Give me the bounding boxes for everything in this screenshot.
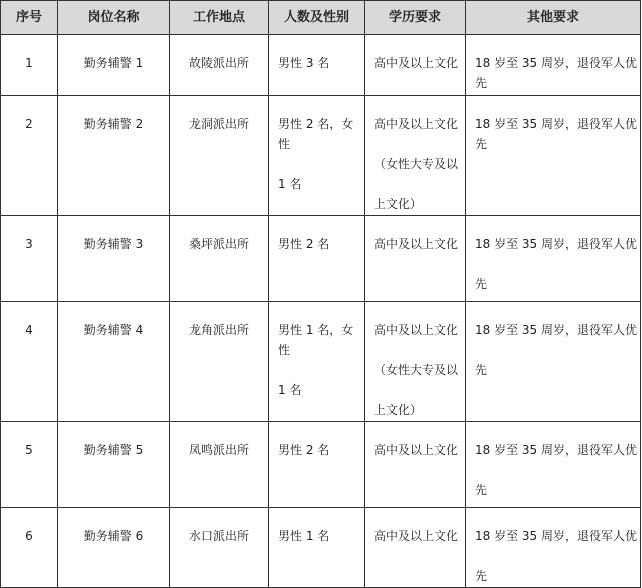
cell-other-line: 18 岁至 35 周岁，退役军人优 bbox=[475, 237, 637, 251]
cell-no: 3 bbox=[1, 216, 58, 302]
cell-no: 2 bbox=[1, 96, 58, 216]
cell-education-line: （女性大专及以 bbox=[374, 157, 459, 171]
cell-no: 5 bbox=[1, 422, 58, 508]
cell-other-line: 先 bbox=[475, 483, 488, 497]
header-row bbox=[1, 1, 641, 35]
cell-other-line: 先 bbox=[475, 363, 488, 377]
cell-people bbox=[269, 422, 365, 508]
cell-no: 4 bbox=[1, 302, 58, 422]
table-row bbox=[1, 422, 641, 508]
header-other: 其他要求 bbox=[466, 1, 641, 35]
table-row bbox=[1, 35, 641, 96]
cell-location: 龙角派出所 bbox=[170, 302, 269, 422]
cell-people bbox=[269, 302, 365, 422]
cell-education bbox=[365, 216, 466, 302]
cell-people-line: 1 名 bbox=[278, 383, 302, 397]
cell-people bbox=[269, 508, 365, 588]
cell-location: 故陵派出所 bbox=[170, 35, 269, 96]
cell-other-line: 18 岁至 35 周岁，退役军人优先 bbox=[475, 117, 637, 151]
header-education: 学历要求 bbox=[365, 1, 466, 35]
header-location: 工作地点 bbox=[170, 1, 269, 35]
cell-location: 水口派出所 bbox=[170, 508, 269, 588]
cell-education bbox=[365, 96, 466, 216]
cell-education-line: 高中及以上文化 bbox=[374, 237, 459, 251]
table-row bbox=[1, 302, 641, 422]
cell-post: 勤务辅警 1 bbox=[58, 35, 170, 96]
cell-education-line: 高中及以上文化 bbox=[374, 443, 459, 457]
cell-education bbox=[365, 422, 466, 508]
cell-people-line: 男性 2 名 bbox=[278, 443, 330, 457]
cell-people-line: 男性 1 名，女性 bbox=[278, 323, 354, 357]
cell-education-line: 高中及以上文化 bbox=[374, 117, 459, 131]
cell-other bbox=[466, 302, 641, 422]
cell-education bbox=[365, 508, 466, 588]
cell-post: 勤务辅警 6 bbox=[58, 508, 170, 588]
header-no: 序号 bbox=[1, 1, 58, 35]
cell-other bbox=[466, 96, 641, 216]
cell-people-line: 男性 3 名 bbox=[278, 56, 330, 70]
cell-education-line: 高中及以上文化 bbox=[374, 323, 459, 337]
cell-people-line: 1 名 bbox=[278, 177, 302, 191]
cell-education-line: 上文化） bbox=[374, 197, 423, 211]
table-row bbox=[1, 96, 641, 216]
cell-location: 龙洞派出所 bbox=[170, 96, 269, 216]
cell-other-line: 先 bbox=[475, 569, 488, 583]
cell-education-line: （女性大专及以 bbox=[374, 363, 459, 377]
cell-other-line: 先 bbox=[475, 277, 488, 291]
cell-post: 勤务辅警 2 bbox=[58, 96, 170, 216]
cell-other bbox=[466, 508, 641, 588]
cell-people-line: 男性 1 名 bbox=[278, 529, 330, 543]
cell-people-line: 男性 2 名，女性 bbox=[278, 117, 354, 151]
cell-people bbox=[269, 96, 365, 216]
table-body bbox=[1, 35, 641, 588]
cell-education-line: 上文化） bbox=[374, 403, 423, 417]
cell-other bbox=[466, 35, 641, 96]
cell-post: 勤务辅警 3 bbox=[58, 216, 170, 302]
cell-location: 凤鸣派出所 bbox=[170, 422, 269, 508]
cell-other-line: 18 岁至 35 周岁，退役军人优 bbox=[475, 529, 637, 543]
cell-education bbox=[365, 35, 466, 96]
cell-people-line: 男性 2 名 bbox=[278, 237, 330, 251]
cell-no: 1 bbox=[1, 35, 58, 96]
cell-other-line: 18 岁至 35 周岁，退役军人优 bbox=[475, 443, 637, 457]
table-row bbox=[1, 508, 641, 588]
header-people: 人数及性别 bbox=[269, 1, 365, 35]
cell-people bbox=[269, 35, 365, 96]
cell-post: 勤务辅警 4 bbox=[58, 302, 170, 422]
header-post: 岗位名称 bbox=[58, 1, 170, 35]
cell-location: 桑坪派出所 bbox=[170, 216, 269, 302]
cell-education-line: 高中及以上文化 bbox=[374, 529, 459, 543]
cell-people bbox=[269, 216, 365, 302]
cell-other bbox=[466, 422, 641, 508]
cell-no: 6 bbox=[1, 508, 58, 588]
cell-other-line: 18 岁至 35 周岁，退役军人优 bbox=[475, 323, 637, 337]
cell-other-line: 18 岁至 35 周岁，退役军人优先 bbox=[475, 56, 637, 90]
table-row bbox=[1, 216, 641, 302]
cell-other bbox=[466, 216, 641, 302]
cell-education bbox=[365, 302, 466, 422]
cell-post: 勤务辅警 5 bbox=[58, 422, 170, 508]
cell-education-line: 高中及以上文化 bbox=[374, 56, 459, 70]
